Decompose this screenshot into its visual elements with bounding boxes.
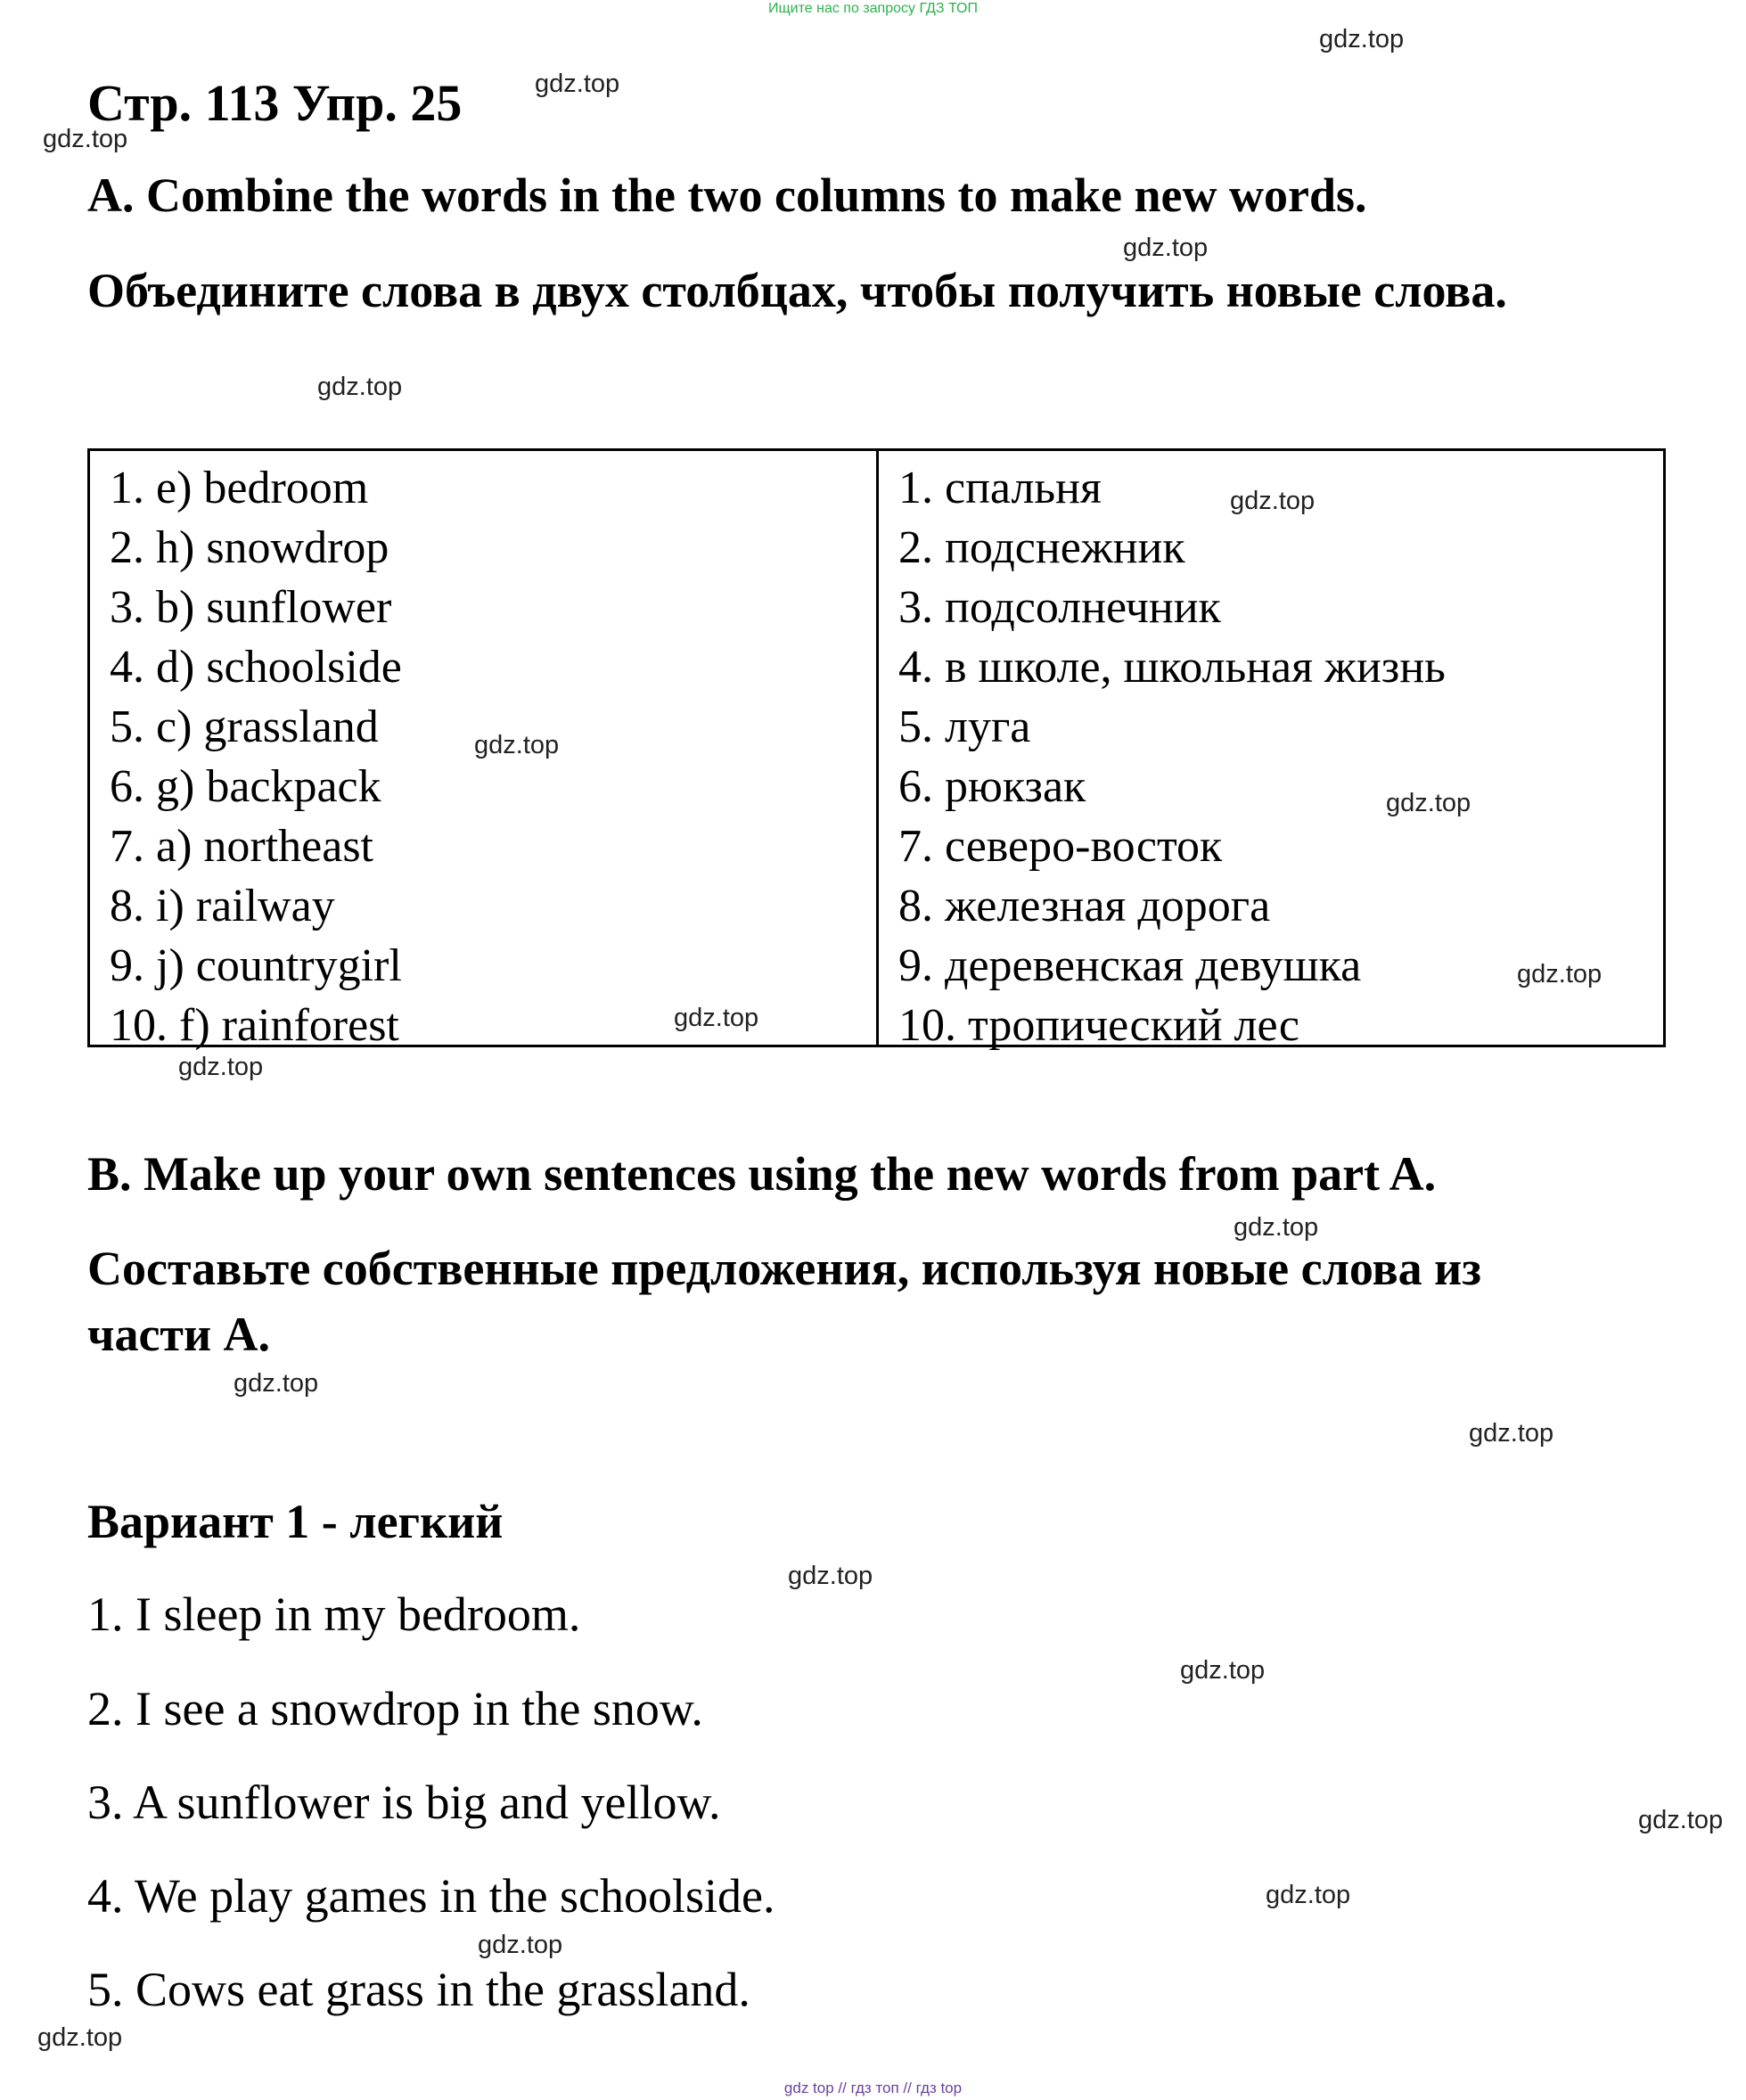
top-banner: Ищите нас по запросу ГДЗ ТОП	[768, 1, 978, 16]
russian-word: 9. деревенская девушка	[898, 940, 1362, 991]
russian-word: 7. северо-восток	[898, 821, 1223, 872]
russian-word: 1. спальня	[898, 463, 1102, 513]
english-word: 8. i) railway	[110, 881, 335, 931]
part-b-title-ru: Составьте собственные предложения, используя новые слова из	[87, 1242, 1481, 1295]
watermark: gdz.top	[1266, 1881, 1351, 1909]
part-b-title-en: B. Make up your own sentences using the new words from part A.	[87, 1147, 1437, 1201]
watermark: gdz.top	[1180, 1656, 1266, 1685]
english-word: 5. c) grassland	[110, 701, 379, 752]
sentence: 3. A sunflower is big and yellow.	[87, 1776, 721, 1829]
russian-word: 2. подснежник	[898, 522, 1185, 573]
russian-word: 3. подсолнечник	[898, 582, 1221, 633]
watermark: gdz.top	[37, 2023, 123, 2052]
page-title: Стр. 113 Упр. 25	[87, 74, 463, 132]
watermark: gdz.top	[43, 125, 128, 153]
watermark: gdz.top	[535, 70, 620, 98]
sentence: 2. I see a snowdrop in the snow.	[87, 1682, 703, 1735]
russian-column	[879, 451, 1663, 1051]
watermark: gdz.top	[1517, 960, 1603, 988]
watermark: gdz.top	[1234, 1213, 1319, 1242]
sentence: 4. We play games in the schoolside.	[87, 1869, 775, 1923]
russian-word: 6. рюкзак	[898, 761, 1086, 812]
answer-table	[87, 448, 1666, 1051]
watermark: gdz.top	[788, 1562, 873, 1590]
watermark: gdz.top	[1638, 1806, 1724, 1834]
english-word: 9. j) countrygirl	[110, 940, 402, 991]
english-word: 1. e) bedroom	[110, 463, 369, 513]
watermark: gdz.top	[317, 373, 403, 401]
watermark: gdz.top	[478, 1931, 563, 1959]
part-b-title-ru-cont: части А.	[87, 1308, 271, 1361]
part-a-title-ru: Объедините слова в двух столбцах, чтобы получить новые слова.	[87, 264, 1507, 317]
watermark: gdz.top	[1123, 234, 1209, 262]
english-word: 4. d) schoolside	[110, 642, 402, 693]
part-a-title-en: A. Combine the words in the two columns to make new words.	[87, 168, 1367, 222]
watermark: gdz.top	[178, 1053, 264, 1081]
russian-word: 5. луга	[898, 701, 1031, 752]
russian-word: 4. в школе, школьная жизнь	[898, 642, 1446, 693]
english-word: 2. h) snowdrop	[110, 522, 389, 573]
watermark: gdz.top	[1230, 487, 1316, 515]
footer-links: gdz top // гдз топ // гдз top	[783, 2079, 963, 2096]
english-word: 6. g) backpack	[110, 761, 381, 812]
watermark: gdz.top	[234, 1369, 319, 1398]
watermark: gdz.top	[1386, 789, 1471, 817]
watermark: gdz.top	[474, 731, 560, 759]
english-word: 10. f) rainforest	[110, 1000, 399, 1051]
sentence: 5. Cows eat grass in the grassland.	[87, 1963, 750, 2016]
russian-word: 8. железная дорога	[898, 881, 1271, 931]
watermark: gdz.top	[1319, 25, 1405, 53]
english-word: 3. b) sunflower	[110, 582, 392, 633]
variant-title: Вариант 1 - легкий	[87, 1495, 504, 1548]
sentence: 1. I sleep in my bedroom.	[87, 1587, 581, 1641]
watermark: gdz.top	[1469, 1419, 1554, 1448]
watermark: gdz.top	[674, 1004, 759, 1032]
english-word: 7. a) northeast	[110, 821, 374, 872]
russian-word: 10. тропический лес	[898, 1000, 1299, 1051]
